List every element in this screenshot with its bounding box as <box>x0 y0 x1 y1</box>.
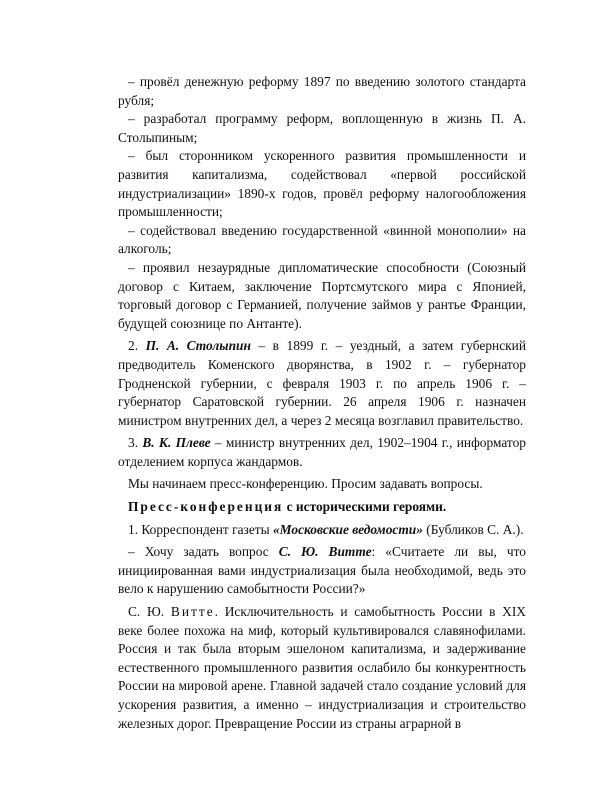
correspondent-paragraph <box>118 521 526 540</box>
answer-text: . Исключительность и самобытность России в XIX веке более похожа на миф, который культивировался славянофилами. Россия и так была вторым эшелоном капитализма, и задерживание естественного промышленного развития ослабило бы конкурентность России на мировой арене. Главной задачей стало создание условий для ускорения развития, а именно – индустриализация и строительство железных дорог. Превращение России из страны аграрной в <box>118 604 526 731</box>
witte-monopoly-item: – содействовал введению государственной «винной монополии» на алкоголь; <box>118 222 526 257</box>
intro-paragraph: Мы начинаем пресс-конференцию. Просим задавать вопросы. <box>128 476 483 492</box>
pleve-paragraph <box>118 434 526 471</box>
stolypin-number: 2. <box>128 338 139 354</box>
question-paragraph <box>118 543 526 599</box>
witte-diplomacy-item: – проявил незаурядные дипломатические способности (Союзный договор с Китаем, заключение Портсмутского мира с Японией, торговый договор с Германией, получение займов у рантье Франции, будущей союзнице по Антанте). <box>118 259 526 331</box>
stolypin-paragraph <box>118 337 526 430</box>
question-text: : «Считаете ли вы, что инициированная вами индустриализация была необходимой, ведь это вело к нарушению самобытности России?» <box>118 544 526 597</box>
newspaper-name: «Московские ведомости» <box>272 521 423 537</box>
answer-speaker: Витте <box>170 604 215 620</box>
press-conference-heading <box>118 498 526 517</box>
pleve-name: В. К. Плеве <box>142 435 211 451</box>
witte-industrialization-item: – был сторонником ускоренного развития промышленности и развития капитализма, содействовал «первой российской индустриализации» 1890-х годов, провёл реформу налогообложения промышленности; <box>118 148 526 220</box>
witte-reform-item: – провёл денежную реформу 1897 по введению золотого стандарта рубля; <box>118 74 526 108</box>
answer-paragraph <box>118 603 526 733</box>
correspondent-suffix: (Бубликов С. А.). <box>422 521 524 537</box>
question-addressee: С. Ю. Витте <box>278 544 372 560</box>
pleve-text: – министр внутренних дел, 1902–1904 г., информатор отделением корпуса жандармов. <box>118 435 526 469</box>
document-page <box>118 73 526 733</box>
correspondent-prefix: 1. Корреспондент газеты <box>128 521 273 537</box>
stolypin-text: – в 1899 г. – уездный, а затем губернский предводитель Коменского дворянства, в 1902 г. – губернатор Гродненской губернии, с февраля 1903 г. по апрель 1906 г. – губернатор Саратовской губернии. 26 апреля 1906 г. назначен министром внутренних дел, а через 2 месяца возглавил правительство. <box>118 338 526 428</box>
heading-spaced: Пресс-конференция <box>128 499 284 515</box>
question-prefix: – Хочу задать вопрос <box>128 544 279 560</box>
answer-initials: С. Ю. <box>128 604 171 620</box>
witte-program-item: – разработал программу реформ, воплощенную в жизнь П. А. Столыпиным; <box>118 111 526 145</box>
pleve-number: 3. <box>128 435 139 451</box>
stolypin-name: П. А. Столыпин <box>145 338 251 354</box>
heading-rest: с историческими героями. <box>283 499 447 515</box>
